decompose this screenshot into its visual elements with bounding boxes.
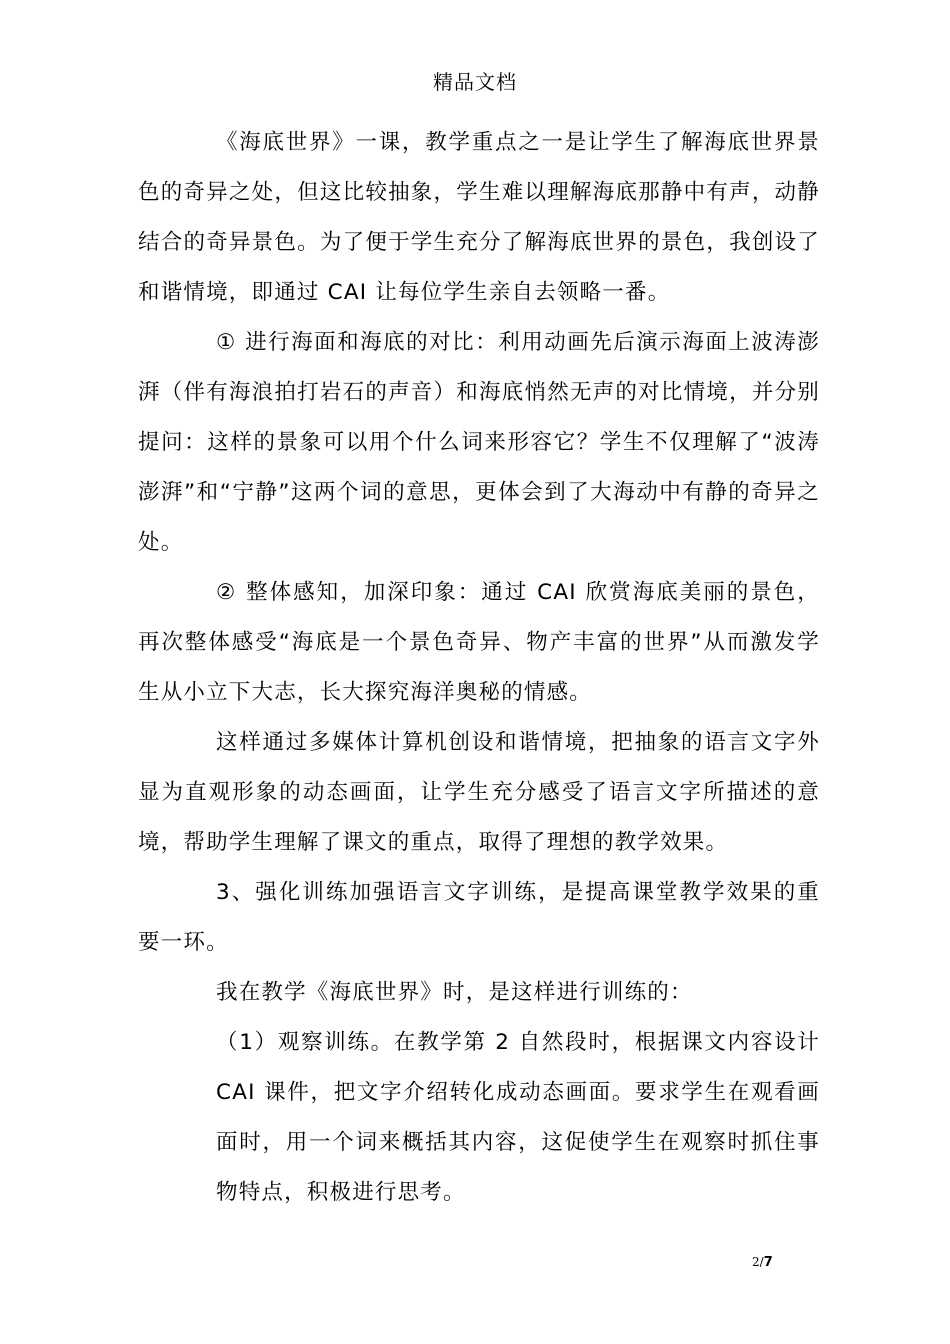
paragraph-summary: 这样通过多媒体计算机创设和谐情境，把抽象的语言文字外显为直观形象的动态画面，让学生充分感受了语言文字所描述的意境，帮助学生理解了课文的重点，取得了理想的教学效果。 (138, 730, 820, 855)
paragraph-point-1: ① 进行海面和海底的对比：利用动画先后演示海面上波涛澎湃（伴有海浪拍打岩石的声音）和海底悄然无声的对比情境，并分别提问：这样的景象可以用个什么词来形容它？学生不仅理解了“波涛澎湃”和“宁静”这两个词的意思，更体会到了大海动中有静的奇异之处。 (138, 330, 820, 555)
page-header: 精品文档 (433, 70, 517, 94)
paragraph-observation-training: （1）观察训练。在教学第 2 自然段时，根据课文内容设计 CAI 课件，把文字介绍转化成动态画面。要求学生在观看画面时，用一个词来概括其内容，这促使学生在观察时抓住事物特点，积极进行思考。 (216, 1030, 820, 1205)
paragraph-training-intro: 我在教学《海底世界》时，是这样进行训练的： (216, 980, 693, 1005)
document-body (138, 118, 820, 1218)
page-current: 2/ (752, 1255, 764, 1269)
paragraph-section-3: 3、强化训练加强语言文字训练，是提高课堂教学效果的重要一环。 (138, 880, 820, 955)
paragraph-intro: 《海底世界》一课，教学重点之一是让学生了解海底世界景色的奇异之处，但这比较抽象，学生难以理解海底那静中有声，动静结合的奇异景色。为了便于学生充分了解海底世界的景色，我创设了和谐情境，即通过 CAI 让每位学生亲自去领略一番。 (138, 130, 820, 305)
page-total: 7 (763, 1255, 773, 1270)
page-number (752, 1254, 773, 1271)
paragraph-point-2: ② 整体感知，加深印象：通过 CAI 欣赏海底美丽的景色，再次整体感受“海底是一个景色奇异、物产丰富的世界”从而激发学生从小立下大志，长大探究海洋奥秘的情感。 (138, 580, 820, 705)
